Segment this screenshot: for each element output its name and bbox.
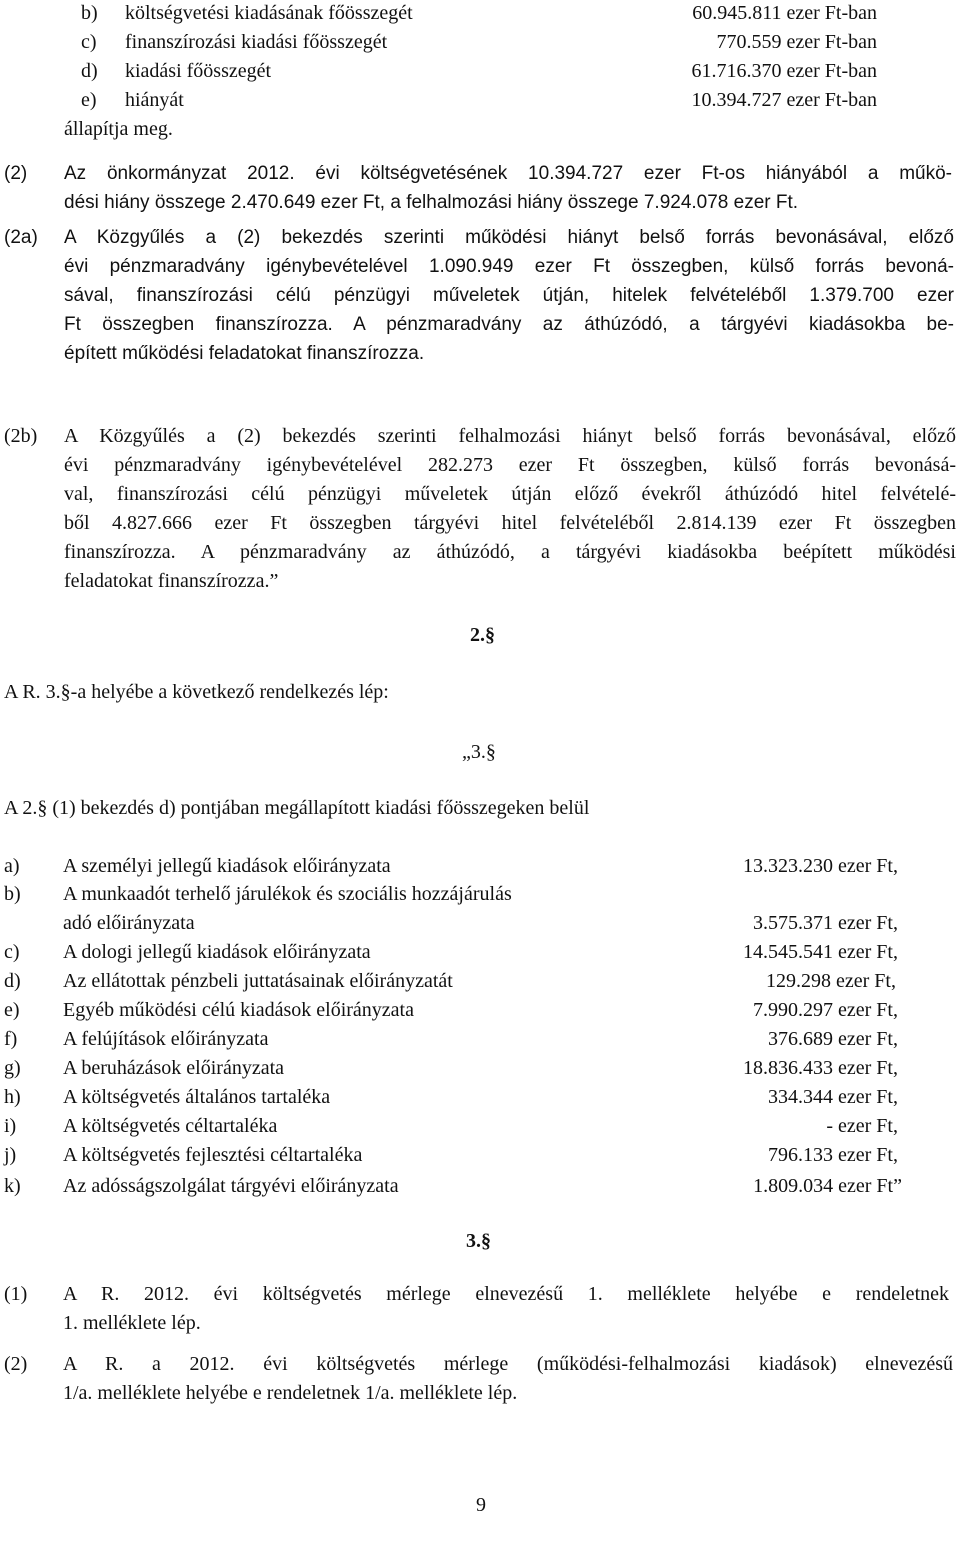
intro-amount-c: 770.559 ezer Ft-ban — [716, 31, 877, 53]
page-number: 9 — [476, 1494, 486, 1516]
paragraph-2a-line-4: Ft összegben finanszírozza. A pénzmaradvány az áthúzódó, a tárgyévi kiadásokba be- — [64, 314, 954, 335]
paragraph-2-line-2: dési hiány összege 2.470.649 ezer Ft, a felhalmozási hiány összege 7.924.078 ezer Ft. — [64, 192, 799, 213]
budget-label-b: b) — [4, 883, 21, 905]
budget-text-k: Az adósságszolgálat tárgyévi előirányzata — [63, 1175, 399, 1197]
intro-text-e: hiányát — [125, 89, 184, 111]
section-3-heading: 3.§ — [466, 1230, 491, 1252]
budget-text-b: A munkaadót terhelő járulékok és szociális hozzájárulás — [63, 883, 512, 905]
section-3-item-1-line-1: A R. 2012. évi költségvetés mérlege elnevezésű 1. melléklete helyébe e rendeletnek — [63, 1283, 949, 1305]
budget-amount-c: 14.545.541 ezer Ft, — [743, 941, 898, 963]
budget-text-j: A költségvetés fejlesztési céltartaléka — [63, 1144, 363, 1166]
budget-label-a: a) — [4, 855, 20, 877]
paragraph-2-label: (2) — [4, 163, 28, 184]
budget-text-i: A költségvetés céltartaléka — [63, 1115, 278, 1137]
intro-text-b: költségvetési kiadásának főösszegét — [125, 2, 413, 24]
paragraph-2b-line-5: finanszírozza. A pénzmaradvány az áthúzódó, a tárgyévi kiadásokba beépített működési — [64, 541, 956, 563]
paragraph-2a-line-5: épített működési feladatokat finanszírozza. — [64, 343, 425, 364]
section-3-item-1-label: (1) — [4, 1283, 28, 1305]
paragraph-2a-label: (2a) — [4, 227, 38, 248]
paragraph-2a-line-1: A Közgyűlés a (2) bekezdés szerinti működési hiányt belső forrás bevonásával, előző — [64, 227, 954, 248]
intro-close: állapítja meg. — [64, 118, 173, 140]
budget-text-b-line-2: adó előirányzata — [63, 912, 195, 934]
budget-label-d: d) — [4, 970, 21, 992]
paragraph-2b-line-4: ből 4.827.666 ezer Ft összegben tárgyévi hitel felvételéből 2.814.139 ezer Ft összegben — [64, 512, 956, 534]
budget-label-k: k) — [4, 1175, 21, 1197]
budget-label-i: i) — [4, 1115, 17, 1137]
budget-amount-h: 334.344 ezer Ft, — [768, 1086, 898, 1108]
section-3-item-2-line-1: A R. a 2012. évi költségvetés mérlege (működési-felhalmozási kiadások) elnevezésű — [63, 1353, 953, 1375]
intro-amount-d: 61.716.370 ezer Ft-ban — [691, 60, 877, 82]
budget-amount-e: 7.990.297 ezer Ft, — [753, 999, 898, 1021]
section-2-instruction: A R. 3.§-a helyébe a következő rendelkezés lép: — [4, 681, 389, 703]
paragraph-2a-line-2: évi pénzmaradvány igénybevételével 1.090.949 ezer Ft összegben, külső forrás bevoná- — [64, 256, 954, 277]
budget-amount-b: 3.575.371 ezer Ft, — [753, 912, 898, 934]
budget-label-e: e) — [4, 999, 20, 1021]
budget-text-d: Az ellátottak pénzbeli juttatásainak előirányzatát — [63, 970, 453, 992]
budget-amount-i: - ezer Ft, — [826, 1115, 898, 1137]
section-2-heading: 2.§ — [470, 624, 495, 646]
budget-amount-k: 1.809.034 ezer Ft” — [753, 1175, 902, 1197]
budget-label-f: f) — [4, 1028, 18, 1050]
budget-amount-d: 129.298 ezer Ft, — [766, 970, 896, 992]
paragraph-2a-line-3: sával, finanszírozási célú pénzügyi műveletek útján, hitelek felvételéből 1.379.700 ezer — [64, 285, 954, 306]
budget-amount-j: 796.133 ezer Ft, — [768, 1144, 898, 1166]
budget-amount-a: 13.323.230 ezer Ft, — [743, 855, 898, 877]
intro-label-c: c) — [81, 31, 97, 53]
budget-text-e: Egyéb működési célú kiadások előirányzata — [63, 999, 414, 1021]
intro-amount-b: 60.945.811 ezer Ft-ban — [692, 2, 877, 24]
budget-label-j: j) — [4, 1144, 17, 1166]
section-3-item-1-line-2: 1. melléklete lép. — [63, 1312, 201, 1334]
quoted-section-3-heading: „3.§ — [462, 741, 496, 763]
paragraph-2b-line-1: A Közgyűlés a (2) bekezdés szerinti felhalmozási hiányt belső forrás bevonásával, előző — [64, 425, 956, 447]
intro-label-e: e) — [81, 89, 97, 111]
paragraph-2-line-1: Az önkormányzat 2012. évi költségvetésének 10.394.727 ezer Ft-os hiányából a műkö- — [64, 163, 952, 184]
budget-label-c: c) — [4, 941, 20, 963]
paragraph-2b-line-3: val, finanszírozási célú pénzügyi műveletek útján előző évekről áthúzódó hitel felvételé- — [64, 483, 956, 505]
intro-amount-e: 10.394.727 ezer Ft-ban — [691, 89, 877, 111]
paragraph-2b-line-6: feladatokat finanszírozza.” — [64, 570, 279, 592]
intro-text-c: finanszírozási kiadási főösszegét — [125, 31, 388, 53]
intro-label-b: b) — [81, 2, 98, 24]
budget-text-f: A felújítások előirányzata — [63, 1028, 269, 1050]
budget-amount-f: 376.689 ezer Ft, — [768, 1028, 898, 1050]
budget-text-g: A beruházások előirányzata — [63, 1057, 285, 1079]
intro-label-d: d) — [81, 60, 98, 82]
paragraph-2b-label: (2b) — [4, 425, 38, 447]
budget-label-g: g) — [4, 1057, 21, 1079]
budget-label-h: h) — [4, 1086, 21, 1108]
intro-text-d: kiadási főösszegét — [125, 60, 272, 82]
budget-text-a: A személyi jellegű kiadások előirányzata — [63, 855, 391, 877]
section-3-item-2-line-2: 1/a. melléklete helyébe e rendeletnek 1/a. melléklete lép. — [63, 1382, 518, 1404]
paragraph-2b-line-2: évi pénzmaradvány igénybevételével 282.273 ezer Ft összegben, külső forrás bevonásá- — [64, 454, 956, 476]
section-3-item-2-label: (2) — [4, 1353, 28, 1375]
section-2-lead: A 2.§ (1) bekezdés d) pontjában megállapított kiadási főösszegeken belül — [4, 797, 590, 819]
budget-text-c: A dologi jellegű kiadások előirányzata — [63, 941, 371, 963]
budget-text-h: A költségvetés általános tartaléka — [63, 1086, 331, 1108]
budget-amount-g: 18.836.433 ezer Ft, — [743, 1057, 898, 1079]
